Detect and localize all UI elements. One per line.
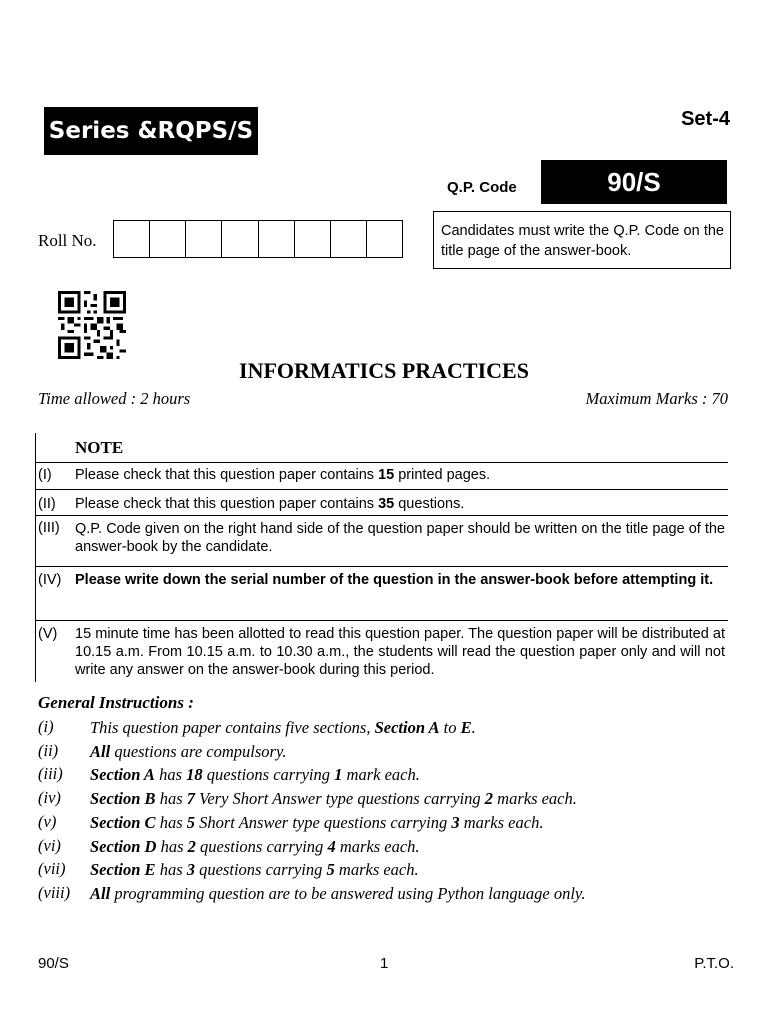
note-divider [35,489,728,490]
note-item: Please check that this question paper contains 15 printed pages. [75,467,491,483]
roll-number-grid[interactable] [113,220,403,258]
note-item: Q.P. Code given on the right hand side of the question paper should be written on the title page of the answer-book by the candidate. [75,521,725,555]
note-divider [35,566,728,567]
note-divider [35,620,728,621]
qp-code-label: Q.P. Code [447,179,517,196]
set-label: Set-4 [681,108,730,130]
time-allowed: Time allowed : 2 hours [38,389,191,408]
roll-cell[interactable] [331,221,367,257]
note-number: (IV) [38,572,62,588]
roll-cell[interactable] [259,221,295,257]
note-heading: NOTE [75,438,124,457]
candidate-instruction-box: Candidates must write the Q.P. Code on the title page of the answer-book. [433,211,731,269]
roll-cell[interactable] [367,221,402,257]
roll-cell[interactable] [150,221,186,257]
note-item: 15 minute time has been allotted to read this question paper. The question paper will be distributed at 10.15 a.m. From 10.15 a.m. to 10.30 a.m., the students will read the question paper only and will not write any answer on the answer-book during this period. [75,626,725,678]
roll-number-label: Roll No. [38,231,97,250]
general-instructions-heading: General Instructions : [38,693,194,712]
note-number: (III) [38,520,60,536]
note-table-border [35,433,36,682]
note-item: Please check that this question paper contains 35 questions. [75,496,465,512]
roll-cell[interactable] [186,221,222,257]
series-badge: Series &RQPS/S [44,107,258,155]
roll-cell[interactable] [114,221,150,257]
note-item: Please write down the serial number of the question in the answer-book before attempting it. [75,572,714,588]
note-divider [35,462,728,463]
roll-cell[interactable] [222,221,258,257]
page-title: INFORMATICS PRACTICES [239,358,529,383]
qp-code-badge: 90/S [541,160,727,204]
pto-label: P.T.O. [694,955,734,972]
page-number: 1 [380,955,389,972]
note-number: (II) [38,496,56,512]
note-number: (I) [38,467,52,483]
note-number: (V) [38,626,58,642]
footer-code: 90/S [38,955,69,972]
note-divider [35,515,728,516]
qr-code-icon [58,291,126,359]
roll-cell[interactable] [295,221,331,257]
maximum-marks: Maximum Marks : 70 [585,389,728,408]
